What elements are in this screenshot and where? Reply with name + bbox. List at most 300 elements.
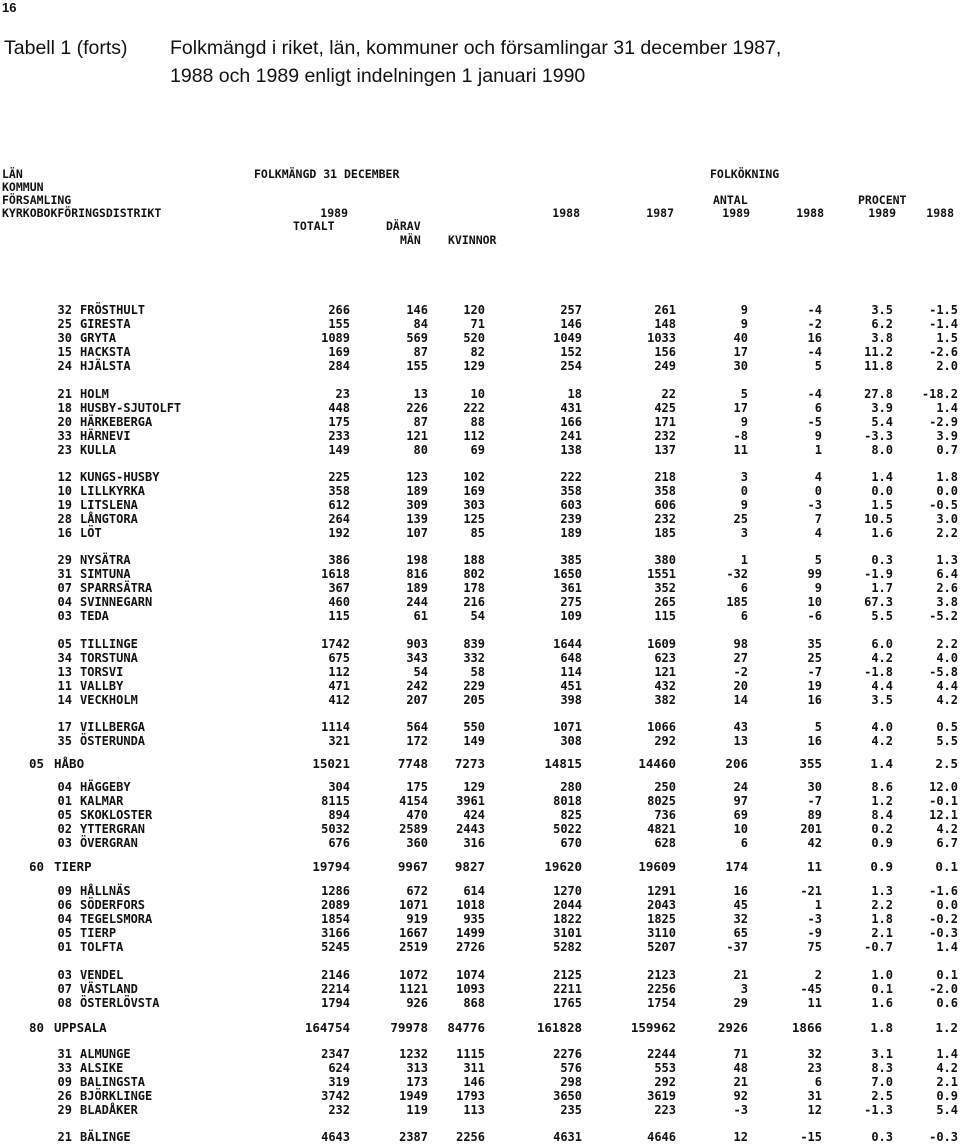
row-name: UPPSALA [54, 1020, 107, 1035]
cell-y87: 232 [654, 429, 676, 443]
cell-a88: 11 [807, 996, 822, 1010]
table-row [0, 387, 960, 401]
cell-k: 1093 [456, 982, 485, 996]
cell-y87: 382 [654, 693, 676, 707]
cell-p88: -0.2 [929, 912, 958, 926]
header-folkokning: FOLKÖKNING [710, 167, 780, 181]
cell-y88: 257 [560, 303, 582, 317]
cell-a88: 42 [807, 836, 822, 850]
cell-y87: 5207 [647, 940, 676, 954]
cell-y88: 254 [560, 359, 582, 373]
cell-m: 360 [406, 836, 428, 850]
cell-a89: 6 [740, 609, 748, 623]
row-code: 03 [57, 836, 72, 850]
cell-a88: 1 [814, 898, 822, 912]
cell-k: 112 [463, 429, 485, 443]
table-row [0, 1075, 960, 1089]
cell-y87: 432 [654, 679, 676, 693]
cell-y87: 2123 [647, 968, 676, 982]
cell-y88: 239 [560, 512, 582, 526]
cell-a88: 32 [807, 1047, 822, 1061]
cell-p89: 5.4 [871, 415, 893, 429]
cell-y87: 265 [654, 595, 676, 609]
cell-t: 3742 [321, 1089, 350, 1103]
row-code: 01 [57, 940, 72, 954]
cell-a89: 40 [733, 331, 748, 345]
cell-t: 19794 [312, 859, 350, 874]
cell-p88: 0.5 [936, 720, 958, 734]
cell-y88: 3101 [553, 926, 582, 940]
cell-m: 1232 [399, 1047, 428, 1061]
cell-a89: 17 [733, 401, 748, 415]
cell-p88: 6.4 [936, 567, 958, 581]
cell-p89: 10.5 [864, 512, 893, 526]
cell-y88: 1650 [553, 567, 582, 581]
cell-y88: 1644 [553, 637, 582, 651]
cell-m: 155 [406, 359, 428, 373]
table-row-kommun-total [0, 756, 960, 770]
row-code: 04 [57, 595, 72, 609]
cell-a89: 9 [740, 498, 748, 512]
cell-k: 3961 [456, 794, 485, 808]
cell-p88: -1.4 [929, 317, 958, 331]
cell-m: 926 [406, 996, 428, 1010]
cell-m: 313 [406, 1061, 428, 1075]
cell-k: 85 [470, 526, 485, 540]
header-procent: PROCENT [858, 193, 907, 207]
cell-y87: 3110 [647, 926, 676, 940]
cell-a89: 0 [740, 484, 748, 498]
row-name: VILLBERGA [80, 720, 146, 734]
header-kvinnor: KVINNOR [448, 233, 497, 247]
cell-k: 424 [463, 808, 485, 822]
cell-m: 121 [406, 429, 428, 443]
cell-t: 460 [328, 595, 350, 609]
cell-t: 624 [328, 1061, 350, 1075]
cell-y87: 156 [654, 345, 676, 359]
cell-a89: 6 [740, 836, 748, 850]
cell-y88: 114 [560, 665, 582, 679]
row-code: 16 [57, 526, 72, 540]
cell-a88: -9 [807, 926, 822, 940]
cell-k: 125 [463, 512, 485, 526]
header-kommun: KOMMUN [2, 180, 44, 194]
cell-p88: -1.6 [929, 884, 958, 898]
cell-k: 1115 [456, 1047, 485, 1061]
row-name: HJÄLSTA [80, 359, 131, 373]
header-forsamling: FÖRSAMLING [2, 193, 72, 207]
cell-y88: 152 [560, 345, 582, 359]
cell-p88: 3.0 [936, 512, 958, 526]
cell-a88: -21 [800, 884, 822, 898]
cell-t: 233 [328, 429, 350, 443]
cell-a89: 13 [733, 734, 748, 748]
cell-k: 216 [463, 595, 485, 609]
cell-y87: 736 [654, 808, 676, 822]
cell-k: 311 [463, 1061, 485, 1075]
cell-y88: 166 [560, 415, 582, 429]
cell-t: 321 [328, 734, 350, 748]
cell-p89: 8.0 [871, 443, 893, 457]
cell-p88: 4.2 [936, 693, 958, 707]
cell-m: 919 [406, 912, 428, 926]
cell-y88: 275 [560, 595, 582, 609]
cell-k: 146 [463, 1075, 485, 1089]
cell-a89: 2926 [717, 1020, 748, 1035]
cell-a89: 11 [733, 443, 748, 457]
row-name: NYSÄTRA [80, 553, 131, 567]
table-row [0, 484, 960, 498]
cell-y88: 161828 [536, 1020, 582, 1035]
row-code: 26 [57, 1089, 72, 1103]
cell-a88: -7 [807, 665, 822, 679]
cell-y87: 292 [654, 734, 676, 748]
cell-y88: 451 [560, 679, 582, 693]
cell-y87: 8025 [647, 794, 676, 808]
cell-m: 1667 [399, 926, 428, 940]
cell-t: 5245 [321, 940, 350, 954]
table-row [0, 359, 960, 373]
table-row [0, 429, 960, 443]
cell-t: 1089 [321, 331, 350, 345]
cell-a88: 23 [807, 1061, 822, 1075]
cell-t: 3166 [321, 926, 350, 940]
cell-a89: -32 [726, 567, 748, 581]
cell-y87: 1066 [647, 720, 676, 734]
cell-y88: 5022 [553, 822, 582, 836]
cell-p88: 5.5 [936, 734, 958, 748]
cell-a88: -4 [807, 303, 822, 317]
cell-y87: 223 [654, 1103, 676, 1117]
cell-y88: 398 [560, 693, 582, 707]
cell-y87: 2244 [647, 1047, 676, 1061]
cell-m: 816 [406, 567, 428, 581]
cell-p88: 1.2 [935, 1020, 958, 1035]
row-name: LITSLENA [80, 498, 138, 512]
cell-y88: 298 [560, 1075, 582, 1089]
cell-p88: -0.5 [929, 498, 958, 512]
cell-p88: 4.0 [936, 651, 958, 665]
cell-m: 9967 [397, 859, 428, 874]
cell-k: 169 [463, 484, 485, 498]
cell-y87: 2256 [647, 982, 676, 996]
row-code: 32 [57, 303, 72, 317]
cell-p89: 6.0 [871, 637, 893, 651]
row-name: ÖSTERLÖVSTA [80, 996, 160, 1010]
cell-p89: 67.3 [864, 595, 893, 609]
row-name: TIERP [80, 926, 117, 940]
cell-t: 1114 [321, 720, 350, 734]
table-row [0, 912, 960, 926]
row-code: 09 [57, 1075, 72, 1089]
cell-y87: 2043 [647, 898, 676, 912]
cell-p89: 2.1 [871, 926, 893, 940]
cell-m: 226 [406, 401, 428, 415]
row-name: TORSVI [80, 665, 124, 679]
row-name: LÖT [80, 526, 102, 540]
cell-t: 894 [328, 808, 350, 822]
row-code: 34 [57, 651, 72, 665]
cell-a89: -3 [733, 1103, 748, 1117]
cell-m: 2519 [399, 940, 428, 954]
cell-m: 2589 [399, 822, 428, 836]
table-row [0, 651, 960, 665]
cell-a89: 1 [740, 553, 748, 567]
header-year-1987: 1987 [646, 206, 674, 220]
cell-a89: 9 [740, 317, 748, 331]
cell-a88: 2 [814, 968, 822, 982]
cell-p88: 2.6 [936, 581, 958, 595]
cell-p89: 1.6 [871, 526, 893, 540]
header-totalt: TOTALT [293, 219, 335, 233]
cell-a89: 30 [733, 359, 748, 373]
cell-k: 303 [463, 498, 485, 512]
cell-k: 520 [463, 331, 485, 345]
cell-a88: -15 [800, 1130, 822, 1144]
table-row [0, 526, 960, 540]
row-name: SPARRSÄTRA [80, 581, 153, 595]
cell-p88: 0.1 [935, 859, 958, 874]
table-row [0, 665, 960, 679]
cell-t: 266 [328, 303, 350, 317]
row-name: VALLBY [80, 679, 124, 693]
cell-p89: 0.2 [871, 822, 893, 836]
cell-p89: 0.9 [870, 859, 893, 874]
table-row [0, 303, 960, 317]
cell-p88: 2.2 [936, 526, 958, 540]
cell-a89: -37 [726, 940, 748, 954]
cell-a89: 3 [740, 526, 748, 540]
cell-m: 569 [406, 331, 428, 345]
cell-a89: 69 [733, 808, 748, 822]
cell-a88: -5 [807, 415, 822, 429]
cell-k: 71 [470, 317, 485, 331]
cell-p89: 4.2 [871, 734, 893, 748]
cell-a88: 6 [814, 401, 822, 415]
cell-t: 164754 [304, 1020, 350, 1035]
cell-y88: 14815 [544, 756, 582, 771]
cell-m: 1071 [399, 898, 428, 912]
cell-p88: 1.4 [936, 940, 958, 954]
cell-a88: -4 [807, 387, 822, 401]
row-name: HÄRKEBERGA [80, 415, 153, 429]
row-code: 21 [57, 1130, 72, 1144]
row-name: ALSIKE [80, 1061, 124, 1075]
header-lan: LÄN [2, 167, 23, 181]
cell-m: 13 [413, 387, 428, 401]
cell-m: 207 [406, 693, 428, 707]
cell-m: 80 [413, 443, 428, 457]
header-antal: ANTAL [713, 193, 748, 207]
cell-a89: 43 [733, 720, 748, 734]
cell-y87: 1291 [647, 884, 676, 898]
cell-a88: 9 [814, 429, 822, 443]
cell-a89: 5 [740, 387, 748, 401]
row-code: 28 [57, 512, 72, 526]
cell-t: 358 [328, 484, 350, 498]
cell-a88: 12 [807, 1103, 822, 1117]
cell-p89: 8.6 [871, 780, 893, 794]
row-code: 80 [28, 1020, 44, 1035]
cell-y87: 159962 [630, 1020, 676, 1035]
row-code: 21 [57, 387, 72, 401]
cell-y88: 5282 [553, 940, 582, 954]
cell-p89: 3.5 [871, 303, 893, 317]
cell-t: 2146 [321, 968, 350, 982]
row-name: HÄGGEBY [80, 780, 131, 794]
cell-k: 222 [463, 401, 485, 415]
cell-m: 172 [406, 734, 428, 748]
cell-a88: 16 [807, 693, 822, 707]
table-row [0, 553, 960, 567]
cell-a88: 30 [807, 780, 822, 794]
row-code: 12 [57, 470, 72, 484]
cell-a88: 5 [814, 359, 822, 373]
cell-p89: 7.0 [871, 1075, 893, 1089]
row-code: 31 [57, 567, 72, 581]
table-row [0, 679, 960, 693]
cell-y88: 3650 [553, 1089, 582, 1103]
cell-k: 1499 [456, 926, 485, 940]
row-name: HUSBY-SJUTOLFT [80, 401, 182, 415]
cell-t: 2214 [321, 982, 350, 996]
cell-p88: 3.8 [936, 595, 958, 609]
cell-t: 304 [328, 780, 350, 794]
cell-p88: 4.2 [936, 822, 958, 836]
cell-p89: 3.9 [871, 401, 893, 415]
cell-t: 115 [328, 609, 350, 623]
page-number: 16 [2, 0, 17, 15]
table-row [0, 982, 960, 996]
cell-t: 8115 [321, 794, 350, 808]
cell-m: 175 [406, 780, 428, 794]
cell-p89: 1.8 [870, 1020, 893, 1035]
cell-m: 189 [406, 484, 428, 498]
cell-p88: 0.6 [936, 996, 958, 1010]
header-folkmangd: FOLKMÄNGD 31 DECEMBER [254, 167, 400, 181]
cell-p89: -1.9 [864, 567, 893, 581]
cell-t: 232 [328, 1103, 350, 1117]
cell-y88: 8018 [553, 794, 582, 808]
cell-y87: 121 [654, 665, 676, 679]
cell-y88: 1071 [553, 720, 582, 734]
cell-p89: 4.2 [871, 651, 893, 665]
cell-k: 614 [463, 884, 485, 898]
table-row [0, 836, 960, 850]
cell-p88: 0.1 [936, 968, 958, 982]
header-year-1989: 1989 [320, 206, 348, 220]
cell-p88: 6.7 [936, 836, 958, 850]
cell-k: 84776 [447, 1020, 485, 1035]
cell-y88: 2211 [553, 982, 582, 996]
cell-p88: 0.9 [936, 1089, 958, 1103]
cell-y87: 14460 [638, 756, 676, 771]
cell-p88: 12.1 [929, 808, 958, 822]
row-name: HÅBO [54, 756, 85, 771]
row-code: 04 [57, 912, 72, 926]
cell-a88: 11 [806, 859, 822, 874]
cell-t: 264 [328, 512, 350, 526]
cell-p89: 0.9 [871, 836, 893, 850]
row-code: 29 [57, 553, 72, 567]
cell-a88: 35 [807, 637, 822, 651]
cell-k: 120 [463, 303, 485, 317]
cell-a89: 45 [733, 898, 748, 912]
cell-y87: 218 [654, 470, 676, 484]
table-row [0, 470, 960, 484]
cell-p88: 5.4 [936, 1103, 958, 1117]
cell-y87: 1609 [647, 637, 676, 651]
row-name: TIERP [54, 859, 92, 874]
cell-y88: 308 [560, 734, 582, 748]
cell-y88: 280 [560, 780, 582, 794]
cell-t: 1618 [321, 567, 350, 581]
row-code: 30 [57, 331, 72, 345]
cell-t: 1286 [321, 884, 350, 898]
cell-m: 1121 [399, 982, 428, 996]
cell-a88: 4 [814, 470, 822, 484]
row-code: 14 [57, 693, 72, 707]
cell-m: 672 [406, 884, 428, 898]
cell-k: 935 [463, 912, 485, 926]
table-row [0, 637, 960, 651]
cell-y88: 603 [560, 498, 582, 512]
cell-m: 1949 [399, 1089, 428, 1103]
cell-t: 23 [335, 387, 350, 401]
row-name: KULLA [80, 443, 117, 457]
cell-y87: 261 [654, 303, 676, 317]
row-code: 23 [57, 443, 72, 457]
cell-t: 1742 [321, 637, 350, 651]
cell-t: 2347 [321, 1047, 350, 1061]
row-name: BLADÅKER [80, 1103, 138, 1117]
cell-a88: 5 [814, 553, 822, 567]
cell-p89: 8.3 [871, 1061, 893, 1075]
cell-k: 205 [463, 693, 485, 707]
cell-a88: 16 [807, 734, 822, 748]
table-row [0, 595, 960, 609]
cell-t: 192 [328, 526, 350, 540]
cell-a89: 21 [733, 968, 748, 982]
cell-a89: 206 [725, 756, 748, 771]
title-line-2: 1988 och 1989 enligt indelningen 1 januari 1990 [170, 65, 586, 87]
cell-m: 173 [406, 1075, 428, 1089]
cell-a89: 185 [726, 595, 748, 609]
row-code: 03 [57, 968, 72, 982]
cell-a89: 20 [733, 679, 748, 693]
row-code: 17 [57, 720, 72, 734]
cell-k: 802 [463, 567, 485, 581]
row-code: 08 [57, 996, 72, 1010]
cell-p89: -1.3 [864, 1103, 893, 1117]
table-row [0, 968, 960, 982]
table-row-kommun-total [0, 1020, 960, 1034]
cell-a88: 9 [814, 581, 822, 595]
cell-p88: -0.1 [929, 794, 958, 808]
cell-a88: 1866 [791, 1020, 822, 1035]
header-antal-1989: 1989 [722, 206, 750, 220]
table-row [0, 1089, 960, 1103]
table-row [0, 822, 960, 836]
cell-p88: 2.2 [936, 637, 958, 651]
cell-a88: 10 [807, 595, 822, 609]
cell-a89: 21 [733, 1075, 748, 1089]
cell-a88: 355 [799, 756, 822, 771]
cell-k: 839 [463, 637, 485, 651]
cell-a88: 1 [814, 443, 822, 457]
cell-p88: 2.5 [935, 756, 958, 771]
cell-y87: 1033 [647, 331, 676, 345]
